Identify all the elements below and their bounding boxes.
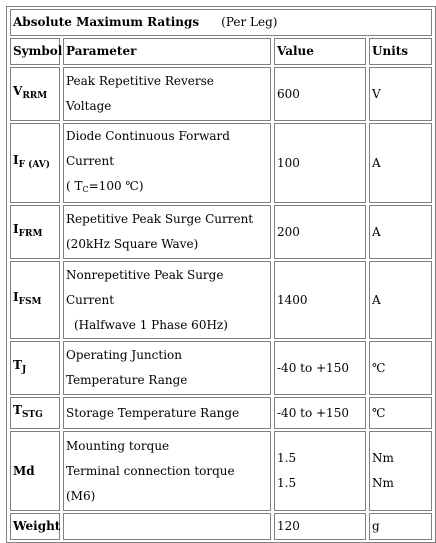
parameter-cell: Nonrepetitive Peak Surge Current (Halfwave 1 Phase 60Hz) <box>63 261 271 339</box>
parameter-cell: Repetitive Peak Surge Current (20kHz Square Wave) <box>63 205 271 259</box>
value-cell: 1.5 1.5 <box>274 431 366 511</box>
header-row <box>10 38 432 65</box>
parameter-cell: Peak Repetitive Reverse Voltage <box>63 67 271 121</box>
symbol-cell: Weight <box>10 513 60 540</box>
symbol-cell: $I_{F (AV)}$ <box>10 123 60 203</box>
value-cell: 1400 <box>274 261 366 339</box>
unit-cell: g <box>369 513 432 540</box>
unit-cell: A <box>369 205 432 259</box>
table-row <box>10 513 432 540</box>
symbol-cell: $V_{RRM}$ <box>10 67 60 121</box>
value-cell: -40 to +150 <box>274 341 366 395</box>
table-row <box>10 397 432 429</box>
table-title-text: Absolute Maximum Ratings <box>13 15 200 29</box>
header-units: Units <box>369 38 432 65</box>
table-row <box>10 341 432 395</box>
value-cell: 120 <box>274 513 366 540</box>
symbol-cell: $T_{STG}$ <box>10 397 60 429</box>
symbol-cell: $T_J$ <box>10 341 60 395</box>
table-row <box>10 205 432 259</box>
ratings-table <box>6 6 436 543</box>
header-parameter: Parameter <box>63 38 271 65</box>
table-title-qualifier: (Per Leg) <box>221 15 278 29</box>
title-row <box>10 9 432 36</box>
table-row <box>10 431 432 511</box>
table-row <box>10 261 432 339</box>
value-cell: -40 to +150 <box>274 397 366 429</box>
unit-cell: V <box>369 67 432 121</box>
table-title <box>10 9 432 36</box>
parameter-condition: ( $T_C=100$ ℃) <box>66 179 144 194</box>
table-row <box>10 67 432 121</box>
symbol-cell: Md <box>10 431 60 511</box>
unit-cell: Nm Nm <box>369 431 432 511</box>
value-cell: 200 <box>274 205 366 259</box>
header-value: Value <box>274 38 366 65</box>
parameter-cell: Storage Temperature Range <box>63 397 271 429</box>
value-cell: 100 <box>274 123 366 203</box>
unit-cell: ℃ <box>369 397 432 429</box>
unit-cell: A <box>369 123 432 203</box>
parameter-cell: Diode Continuous Forward Current ( $T_C=100$ ℃) <box>63 123 271 203</box>
table-row <box>10 123 432 203</box>
symbol-cell: $I_{FRM}$ <box>10 205 60 259</box>
header-symbol: Symbol <box>10 38 60 65</box>
symbol-cell: $I_{FSM}$ <box>10 261 60 339</box>
unit-cell: A <box>369 261 432 339</box>
value-cell: 600 <box>274 67 366 121</box>
parameter-cell <box>63 513 271 540</box>
parameter-cell: Operating Junction Temperature Range <box>63 341 271 395</box>
parameter-cell: Mounting torque Terminal connection torque (M6) <box>63 431 271 511</box>
unit-cell: ℃ <box>369 341 432 395</box>
